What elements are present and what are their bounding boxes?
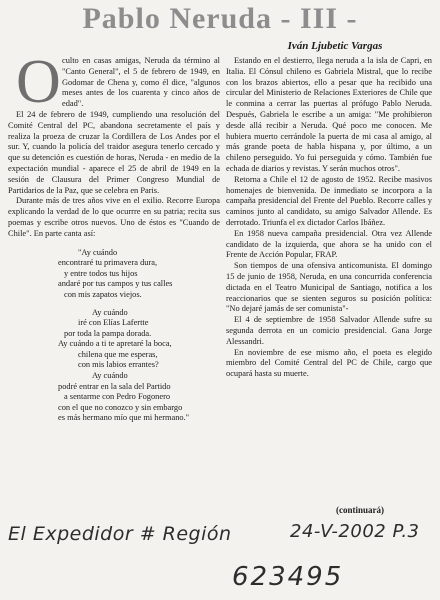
handwritten-date-note: 24-V-2002 P.3 [290,521,420,542]
drop-cap: O [16,48,61,116]
paragraph: El 4 de septiembre de 1958 Salvador Allende sufre su segunda derrota en un comicio presidencial. Gana Jorge Alessandri. [226,315,432,346]
author-byline: Iván Ljubetic Vargas [287,40,383,52]
article-title: Pablo Neruda - III - [82,2,358,35]
poem-line: "Ay cuándo [78,247,118,257]
poem [8,248,220,425]
poem-line: Ay cuándo a ti te apretaré la boca, [58,339,172,349]
paragraph: Son tiempos de una ofensiva anticomunista. El domingo 15 de junio de 1958, Neruda, en una concurrida conferencia dictada en el Teatro Municipal de Santiago, notifica a los reaccionarios que se sienten seguros su posición política: "No dejaré jamás de ser comunista"- [226,261,432,314]
paragraph: Estando en el destierro, llega neruda a la isla de Capri, en Italia. El Cónsul chileno es Gabriela Mistral, que lo recibe con los brazos abiertos, ello a pesar que ha recibido una circular del Ministerio de Relaciones Exteriores de Chile que le conmina a cerrar las puertas al prófugo Pablo Neruda. Después, Gabriela le escribe a un amiga: "Me prohibieron desde allá recibir a Neruda. Qué poco me conocen. Me hubiera muerto cerrándole la puerta de mi casa al amigo, al más grande poeta de habla hispana y, por último, a un chileno perseguido. Yo fui perseguida y cómo. También fue echada de diarios y revistas. Y serán muchos otros". [226,56,432,173]
poem-line: por toda la pampa dorada. [64,328,152,338]
handwritten-source-note: El Expedidor # Región [8,523,232,545]
poem-line: con mis labios errantes? [78,360,159,370]
poem-line: a sentarme con Pedro Fogonero [64,392,171,402]
poem-line: con mis zapatos viejos. [64,289,142,299]
right-column [226,56,432,380]
paragraph: En noviembre de ese mismo año, el poeta es elegido miembro del Comité Central del PC de Chile, cargo que ocupará hasta su muerte. [226,347,432,379]
poem-line: es más hermano mío que mi hermano." [58,413,190,423]
paragraph: culto en casas amigas, Neruda da término al "Canto General", el 5 de febrero de 1949, en Godomar de Chena y, como él dice, "algunos meses antes de los cuarenta y cinco años de edad". [62,56,220,109]
handwritten-catalog-number: 623495 [232,562,344,592]
poem-line: iré con Elías Lafertte [78,318,149,328]
left-column [8,48,220,431]
poem-line: Ay cuándo [92,307,128,317]
paragraph: En 1958 nueva campaña presidencial. Otra vez Allende candidato de la izquierda, que ahora se ha unido con el Frente de Acción Popular, FRAP. [226,228,432,260]
paragraph: Retorna a Chile el 12 de agosto de 1952. Recibe masivos homenajes de bienvenida. De inmediato se incorpora a la campaña presidencial del Frente del Pueblo. Recorre calles y caminos junto al candidato, su amigo Salvador Allende. Es derrotado. Triunfa el ex dictador Carlos Ibáñez. [226,174,432,227]
paragraph: Durante más de tres años vive en el exilio. Recorre Europa explicando la verdad de lo que ocurrre en su patria; recita sus poemas y escribe otros nuevos. Uno de éstos es "Cuando de Chile". En parte canta así: [8,196,220,238]
poem-line: Ay cuándo [92,371,128,381]
poem-stanza [8,308,220,425]
poem-line: con el que no conozco y sin embargo [58,402,183,412]
poem-line: andaré por tus campos y tus calles [58,279,173,289]
paragraph: El 24 de febrero de 1949, cumpliendo una resolución del Comité Central del PC, abandona secretamente el país y realiza la proeza de cruzar la Cordillera de Los Andes por el sur. Y, cuando la policía del traidor asegura tenerlo cercado y que su detención es cuestión de horas, Neruda - en medio de la expectación mundial - aparece el 25 de abril de 1949 en la sesión de Clausura del Primer Congreso Mundial de Partidarios de la Paz, que se celebra en Paris. [8,109,220,195]
poem-line: encontraré tu primavera dura, [58,258,158,268]
poem-stanza [8,248,220,301]
continued-note: (continuará) [336,505,384,515]
poem-line: chilena que me esperas, [78,349,158,359]
poem-line: podré entrar en la sala del Partido [58,381,171,391]
poem-line: y entre todos tus hijos [64,268,138,278]
